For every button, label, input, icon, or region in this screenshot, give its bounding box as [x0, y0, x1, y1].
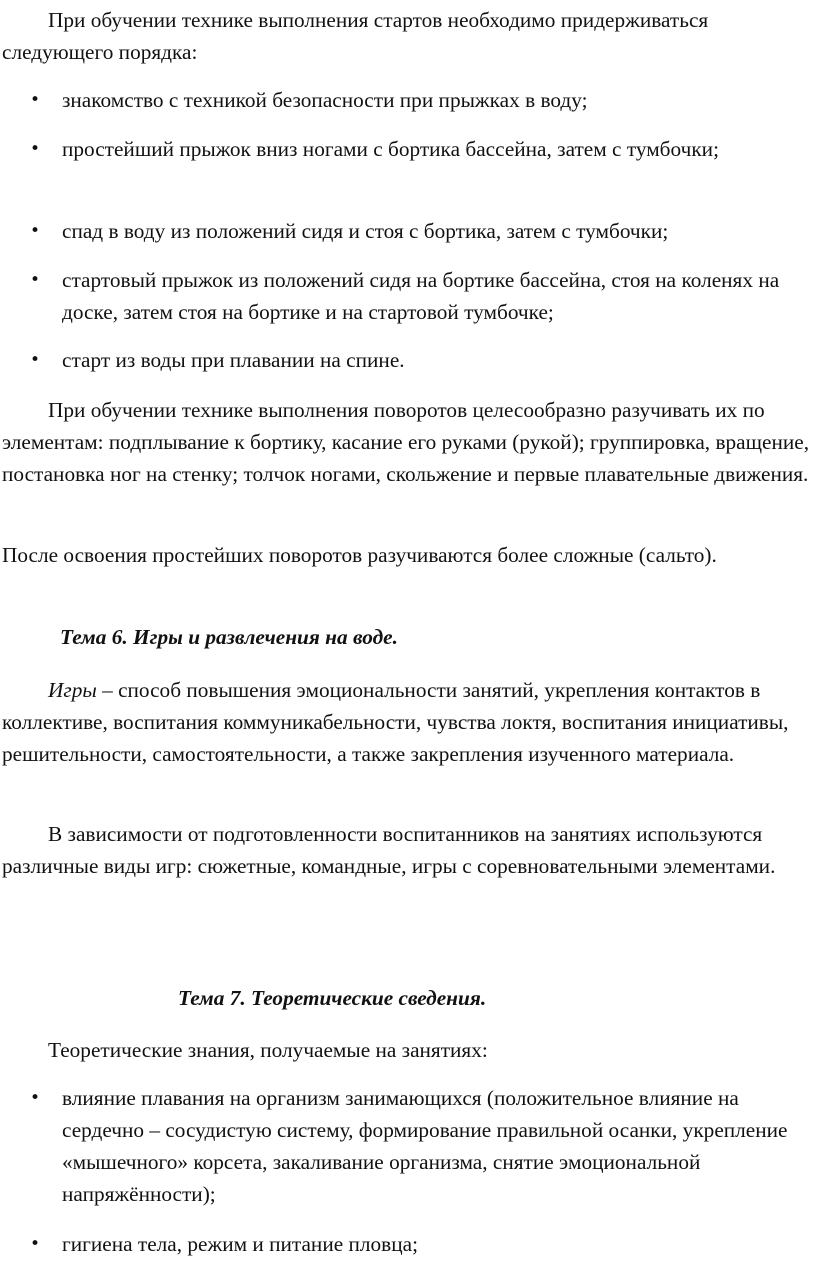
- bullet-icon: •: [30, 350, 41, 370]
- list-item: [0, 1082, 816, 1210]
- bullet-icon: •: [30, 221, 41, 241]
- games-paragraph: [2, 674, 814, 770]
- list-item: [0, 133, 816, 165]
- theory-intro: Теоретические знания, получаемые на занятиях:: [48, 1038, 488, 1062]
- list-item: [0, 344, 816, 376]
- list-item-text: стартовый прыжок из положений сидя на бортике бассейна, стоя на коленях на доске, затем стоя на бортике и на стартовой тумбочке;: [62, 268, 780, 324]
- topic6-heading: Тема 6. Игры и развлечения на воде.: [60, 625, 398, 649]
- complex-turns-paragraph: После освоения простейших поворотов разучиваются более сложные (сальто).: [2, 543, 717, 567]
- turns-paragraph: При обучении технике выполнения поворотов целесообразно разучивать их по элементам: подплывание к бортику, касание его руками (рукой); группировка, вращение, постановка ног на стенку; толчок ногами, скольжение и первые плавательные движения.: [2, 398, 810, 486]
- bullet-icon: •: [30, 1234, 41, 1254]
- game-types-paragraph: В зависимости от подготовленности воспитанников на занятиях используются различные виды игр: сюжетные, командные, игры с соревновательными элементами.: [2, 822, 776, 878]
- topic7-heading: Тема 7. Теоретические сведения.: [178, 986, 487, 1010]
- list-item-text: влияние плавания на организм занимающихся (положительное влияние на сердечно – сосудистую систему, формирование правильной осанки, укрепление «мышечного» корсета, закаливание организма, снятие эмоциональной напряжённости);: [62, 1086, 788, 1206]
- bullet-icon: •: [30, 1088, 41, 1108]
- list-item-text: гигиена тела, режим и питание пловца;: [62, 1232, 418, 1256]
- list-item: [0, 264, 816, 328]
- list-item-text: старт из воды при плавании на спине.: [62, 348, 405, 372]
- list-item: [0, 84, 816, 116]
- bullet-icon: •: [30, 90, 41, 110]
- list-item-text: простейший прыжок вниз ногами с бортика бассейна, затем с тумбочки;: [62, 137, 719, 161]
- bullet-icon: •: [30, 139, 41, 159]
- bullet-icon: •: [30, 270, 41, 290]
- list-item-text: знакомство с техникой безопасности при прыжках в воду;: [62, 88, 588, 112]
- intro-paragraph: При обучении технике выполнения стартов необходимо придерживаться следующего порядка:: [2, 8, 709, 64]
- games-definition: – способ повышения эмоциональности занятий, укрепления контактов в коллективе, воспитания коммуникабельности, чувства локтя, воспитания инициативы, решительности, самостоятельности, а также закрепления изученного материала.: [2, 678, 789, 766]
- list-item-text: спад в воду из положений сидя и стоя с бортика, затем с тумбочки;: [62, 219, 669, 243]
- list-item: [0, 215, 816, 247]
- games-term: Игры: [48, 678, 97, 702]
- list-item: [0, 1228, 816, 1260]
